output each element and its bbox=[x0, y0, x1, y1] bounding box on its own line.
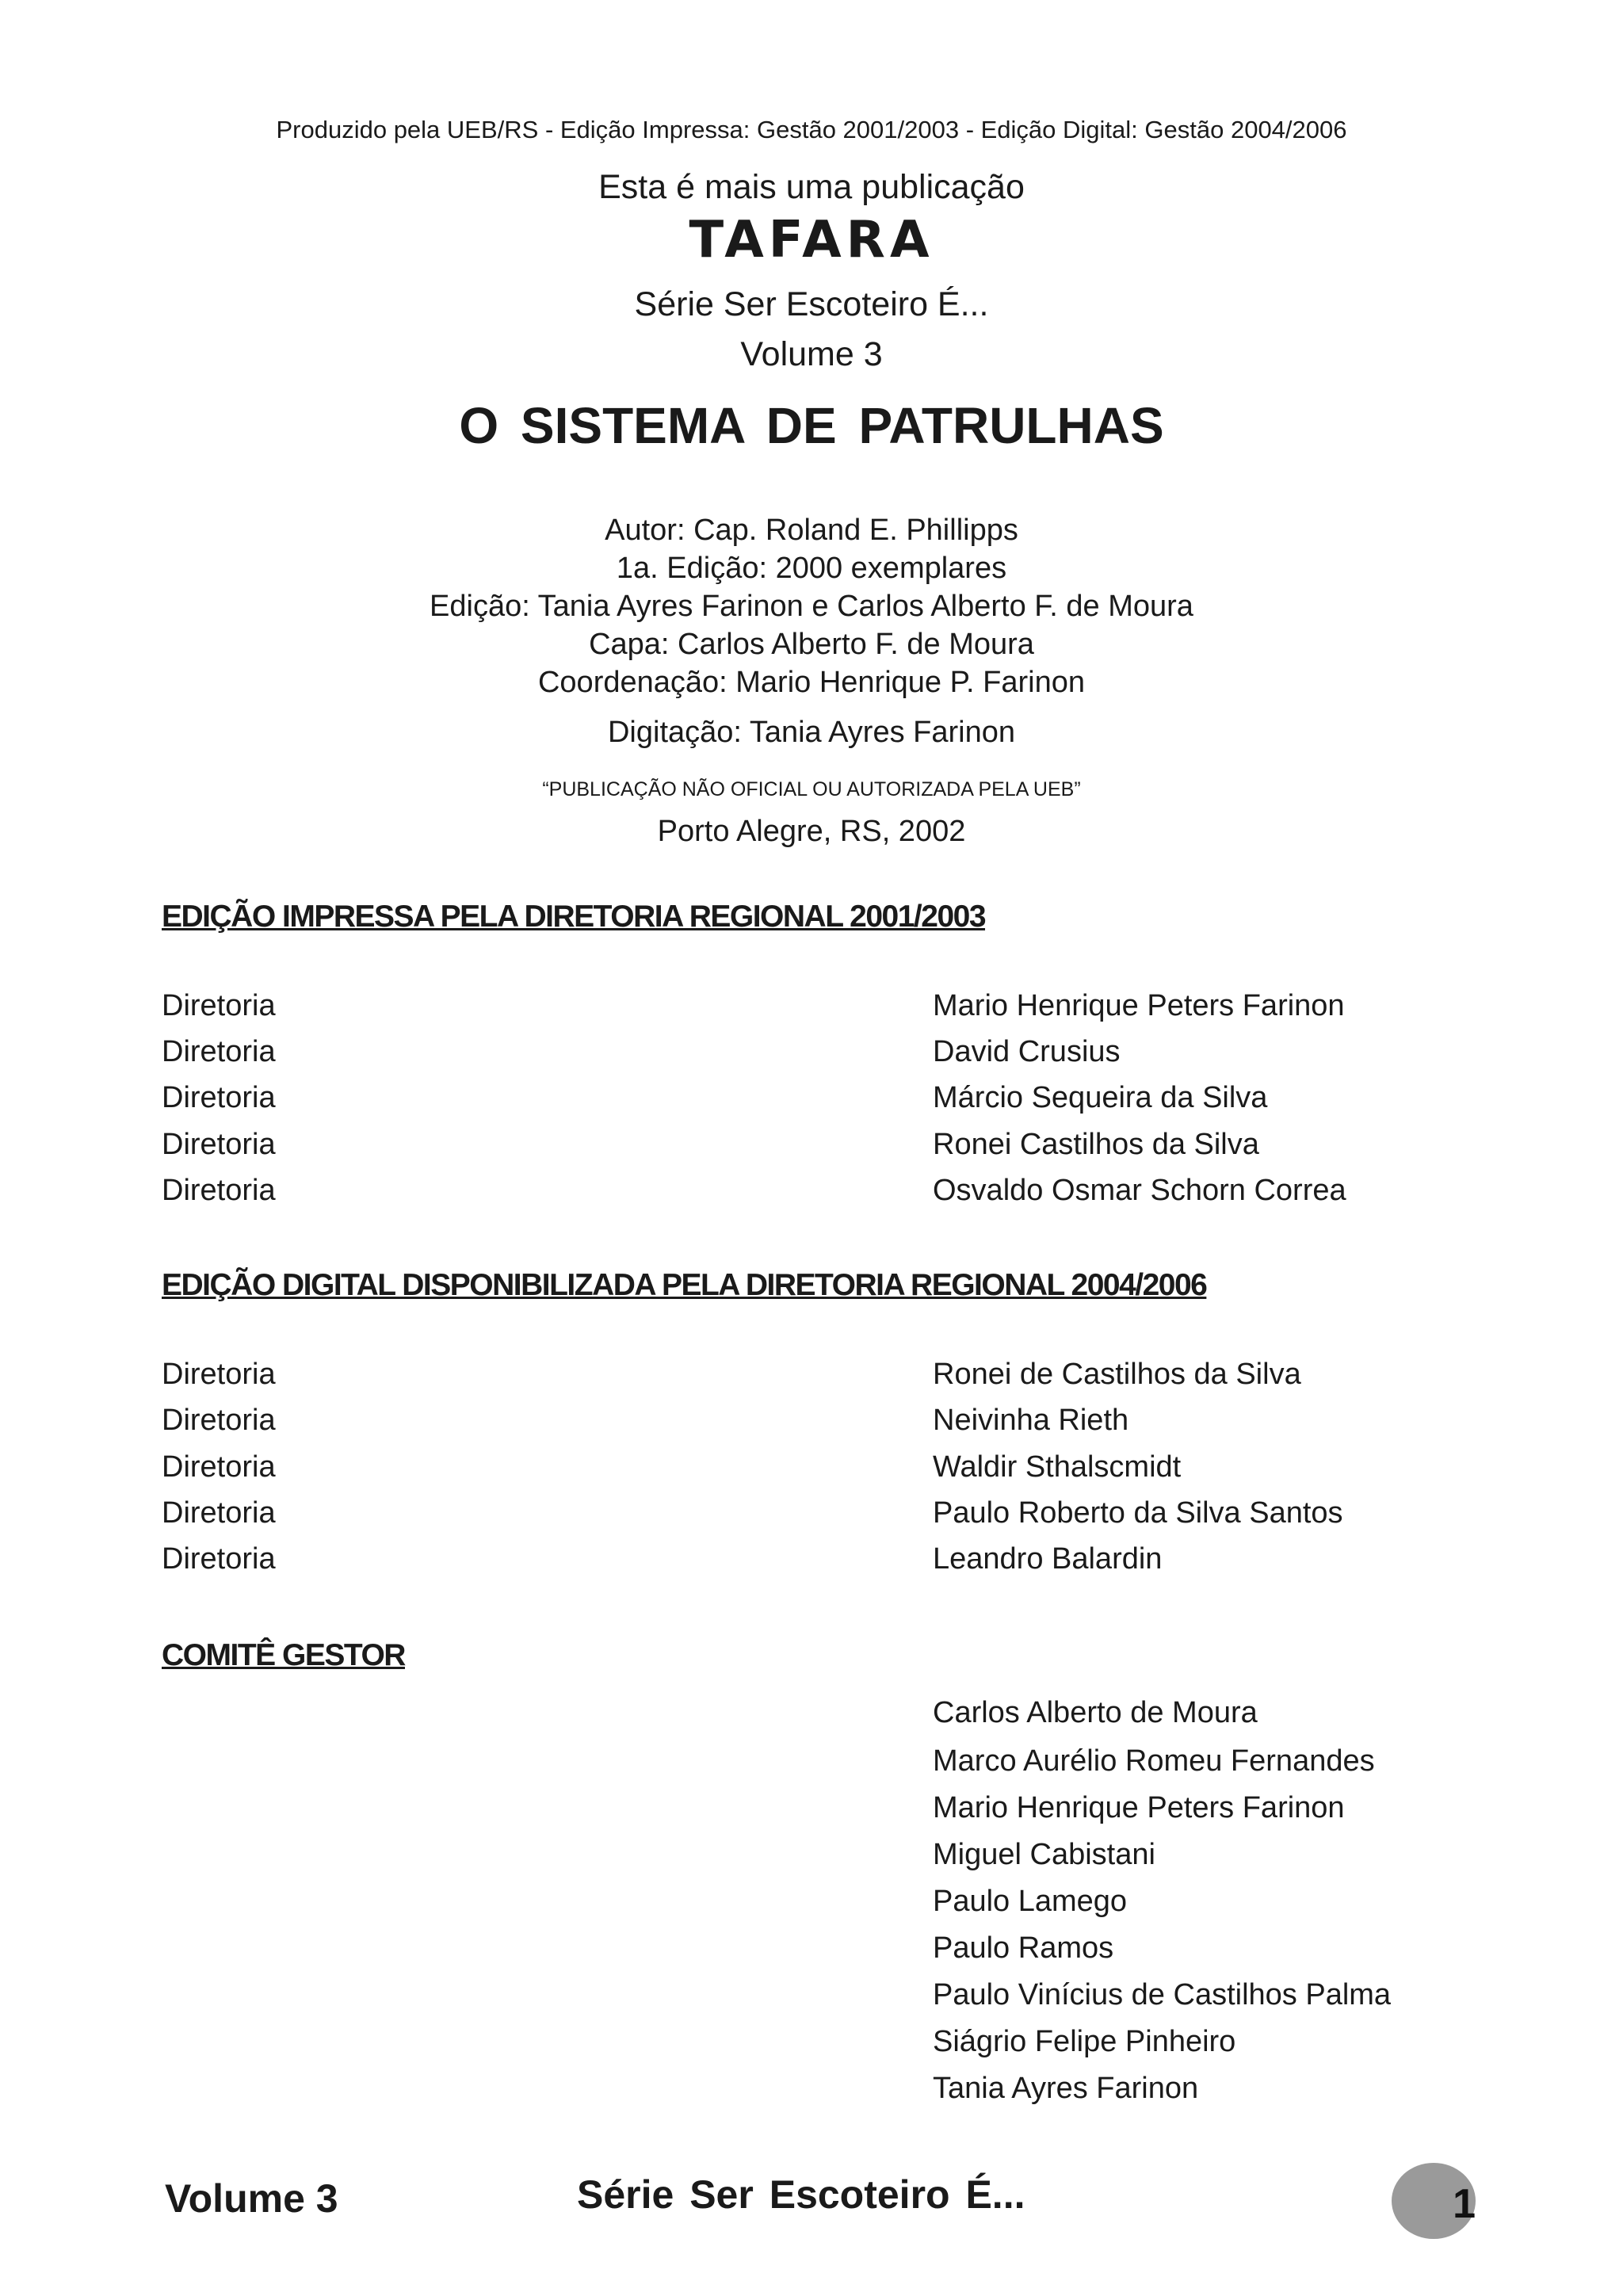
member-name: Ronei Castilhos da Silva bbox=[933, 1128, 1259, 1161]
produced-by-line: Produzido pela UEB/RS - Edição Impressa: Gestão 2001/2003 - Edição Digital: Gestão 2004/2006 bbox=[276, 116, 1347, 143]
credit-edition: 1a. Edição: 2000 exemplares bbox=[616, 552, 1007, 585]
member-name: David Crusius bbox=[933, 1035, 1121, 1068]
print-edition-heading: EDIÇÃO IMPRESSA PELA DIRETORIA REGIONAL 2001/2003 bbox=[162, 900, 986, 934]
committee-member: Siágrio Felipe Pinheiro bbox=[933, 2025, 1236, 2058]
unofficial-notice: “PUBLICAÇÃO NÃO OFICIAL OU AUTORIZADA PELA UEB” bbox=[542, 778, 1081, 800]
member-name: Osvaldo Osmar Schorn Correa bbox=[933, 1174, 1346, 1207]
digital-row bbox=[0, 1358, 1623, 1404]
role-label: Diretoria bbox=[162, 1542, 276, 1576]
print-row bbox=[0, 1081, 1623, 1127]
print-row bbox=[0, 1128, 1623, 1174]
member-name: Leandro Balardin bbox=[933, 1542, 1163, 1576]
member-name: Neivinha Rieth bbox=[933, 1404, 1129, 1437]
page-number-badge bbox=[1392, 2163, 1476, 2239]
place-date: Porto Alegre, RS, 2002 bbox=[657, 815, 966, 848]
committee-member: Mario Henrique Peters Farinon bbox=[933, 1791, 1345, 1824]
print-row bbox=[0, 1035, 1623, 1081]
committee-member: Carlos Alberto de Moura bbox=[933, 1696, 1258, 1729]
role-label: Diretoria bbox=[162, 989, 276, 1022]
committee-member: Tania Ayres Farinon bbox=[933, 2072, 1199, 2105]
credit-cover: Capa: Carlos Alberto F. de Moura bbox=[589, 628, 1034, 661]
role-label: Diretoria bbox=[162, 1450, 276, 1484]
role-label: Diretoria bbox=[162, 1035, 276, 1068]
digital-edition-heading: EDIÇÃO DIGITAL DISPONIBILIZADA PELA DIRETORIA REGIONAL 2004/2006 bbox=[162, 1268, 1207, 1302]
digital-row bbox=[0, 1542, 1623, 1588]
role-label: Diretoria bbox=[162, 1081, 276, 1114]
member-name: Mario Henrique Peters Farinon bbox=[933, 989, 1345, 1022]
committee-heading: COMITÊ GESTOR bbox=[162, 1638, 405, 1672]
credit-author: Autor: Cap. Roland E. Phillipps bbox=[605, 514, 1018, 547]
footer-series: Série Ser Escoteiro É... bbox=[577, 2172, 1025, 2217]
page-number: 1 bbox=[1453, 2181, 1476, 2227]
role-label: Diretoria bbox=[162, 1404, 276, 1437]
print-row bbox=[0, 1174, 1623, 1220]
role-label: Diretoria bbox=[162, 1128, 276, 1161]
tafara-logo: TAFARA bbox=[689, 211, 934, 269]
credit-editors: Edição: Tania Ayres Farinon e Carlos Alberto F. de Moura bbox=[430, 590, 1193, 623]
volume-label: Volume 3 bbox=[740, 335, 883, 373]
committee-member: Miguel Cabistani bbox=[933, 1838, 1155, 1871]
digital-row bbox=[0, 1450, 1623, 1496]
committee-member: Paulo Lamego bbox=[933, 1885, 1128, 1918]
credit-coordination: Coordenação: Mario Henrique P. Farinon bbox=[537, 666, 1086, 699]
member-name: Paulo Roberto da Silva Santos bbox=[933, 1496, 1343, 1530]
credit-typing: Digitação: Tania Ayres Farinon bbox=[607, 716, 1015, 749]
digital-row bbox=[0, 1404, 1623, 1450]
role-label: Diretoria bbox=[162, 1174, 276, 1207]
series-name: Série Ser Escoteiro É... bbox=[634, 285, 989, 323]
document-title: O SISTEMA DE PATRULHAS bbox=[459, 397, 1164, 454]
member-name: Ronei de Castilhos da Silva bbox=[933, 1358, 1301, 1391]
committee-member: Paulo Vinícius de Castilhos Palma bbox=[933, 1978, 1392, 2011]
committee-member: Paulo Ramos bbox=[933, 1931, 1114, 1965]
digital-row bbox=[0, 1496, 1623, 1542]
member-name: Márcio Sequeira da Silva bbox=[933, 1081, 1268, 1114]
footer-volume: Volume 3 bbox=[165, 2176, 338, 2221]
role-label: Diretoria bbox=[162, 1358, 276, 1391]
member-name: Waldir Sthalscmidt bbox=[933, 1450, 1182, 1484]
publication-line: Esta é mais uma publicação bbox=[598, 168, 1025, 206]
committee-member: Marco Aurélio Romeu Fernandes bbox=[933, 1744, 1375, 1778]
role-label: Diretoria bbox=[162, 1496, 276, 1530]
print-row bbox=[0, 989, 1623, 1035]
